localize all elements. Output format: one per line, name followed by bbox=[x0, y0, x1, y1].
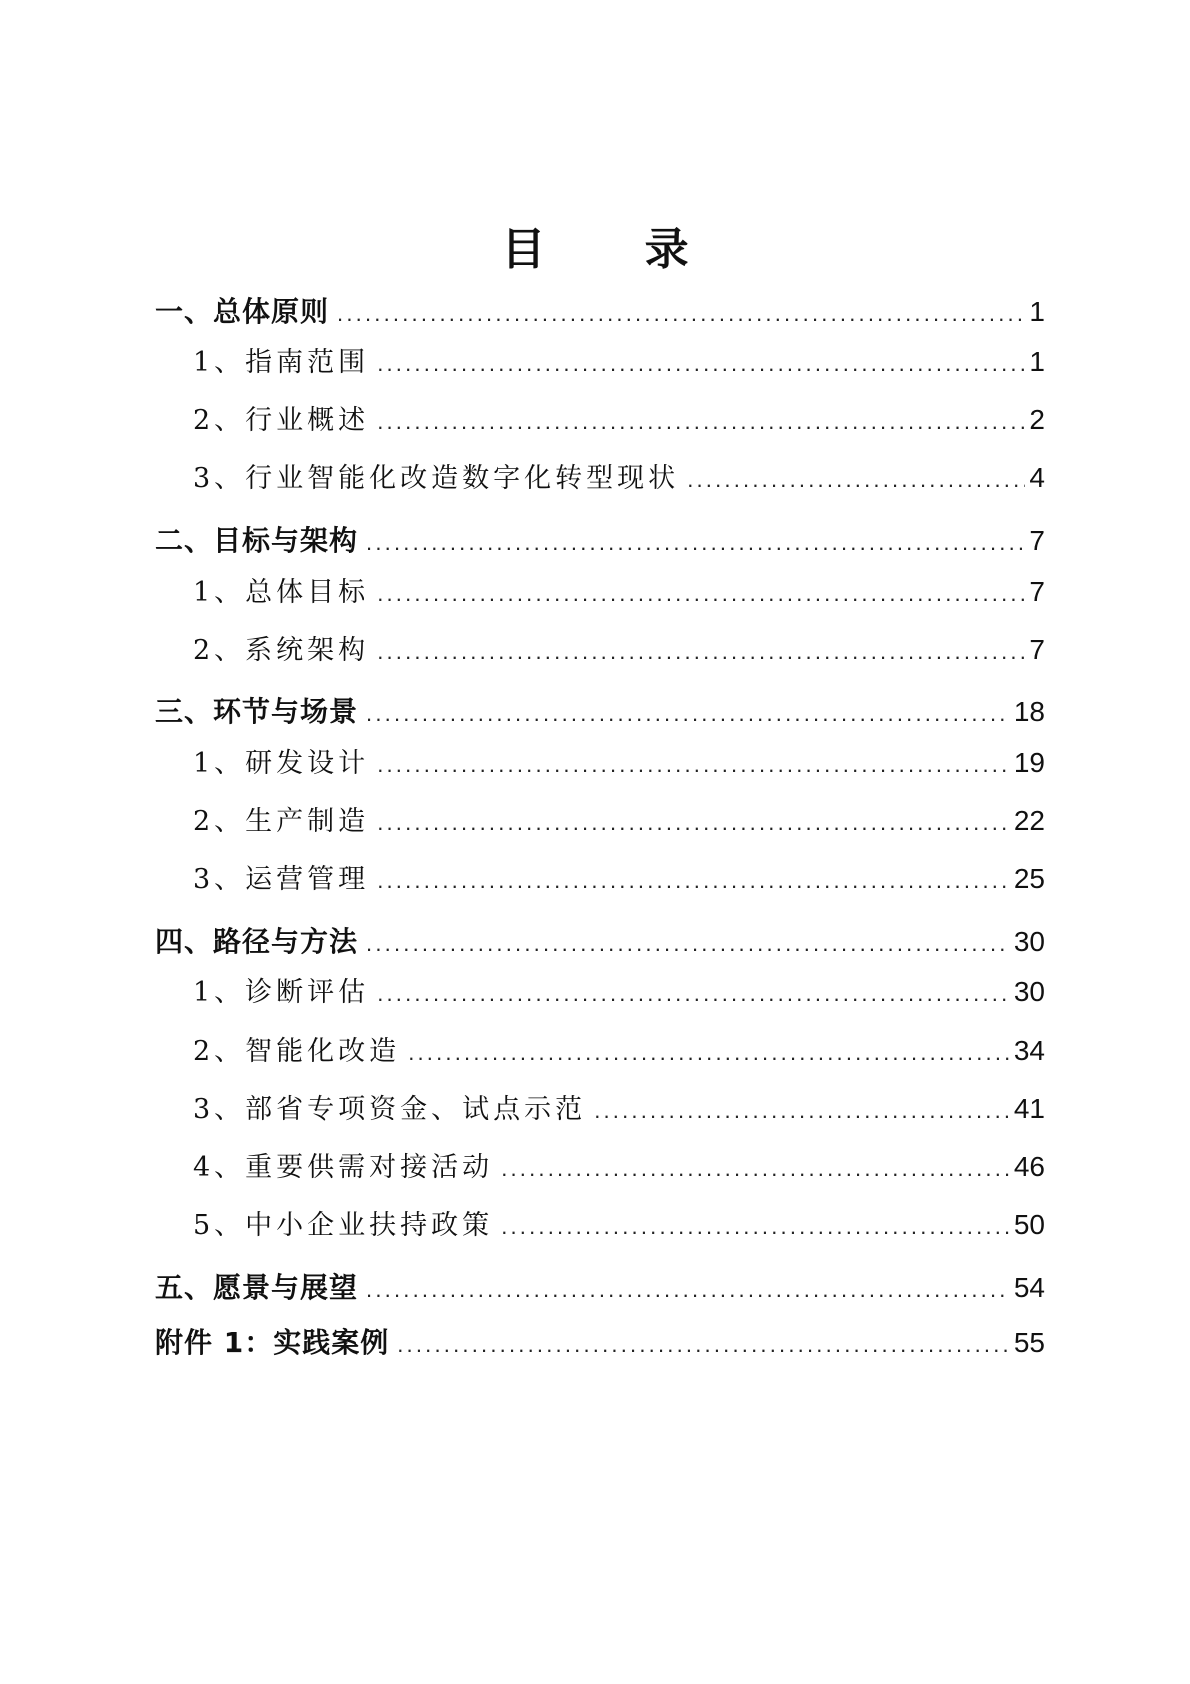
toc-entry-title: 3、部省专项资金、试点示范 bbox=[193, 1094, 587, 1125]
toc-page-number: 30 bbox=[1013, 976, 1045, 1007]
toc-entry[interactable] bbox=[155, 458, 1045, 498]
toc-dot-leader bbox=[377, 861, 1010, 901]
toc-entry-title: 四、路径与方法 bbox=[155, 925, 359, 958]
toc-entry[interactable] bbox=[155, 292, 1045, 332]
toc-entry-title: 3、行业智能化改造数字化转型现状 bbox=[193, 463, 680, 494]
toc-page-number: 30 bbox=[1013, 926, 1045, 957]
toc-page-number: 7 bbox=[1029, 525, 1045, 556]
toc-entry[interactable] bbox=[155, 572, 1045, 612]
toc-dot-leader bbox=[377, 803, 1010, 843]
toc-entry[interactable] bbox=[155, 630, 1045, 670]
toc-page-number: 22 bbox=[1013, 805, 1045, 836]
toc-entry[interactable] bbox=[155, 801, 1045, 841]
toc-page-number: 46 bbox=[1013, 1151, 1045, 1182]
toc-entry-title: 2、生产制造 bbox=[193, 806, 370, 837]
toc-entry-title: 二、目标与架构 bbox=[155, 524, 359, 557]
toc-entry[interactable] bbox=[155, 342, 1045, 382]
toc-page-number: 19 bbox=[1013, 747, 1045, 778]
toc-dot-leader bbox=[501, 1207, 1010, 1247]
toc-page-number: 1 bbox=[1029, 296, 1045, 327]
toc-page-number: 41 bbox=[1013, 1093, 1045, 1124]
toc-dot-leader bbox=[377, 745, 1010, 785]
toc-page-number: 54 bbox=[1013, 1272, 1045, 1303]
toc-entry-title: 4、重要供需对接活动 bbox=[193, 1152, 494, 1183]
toc-entry[interactable] bbox=[155, 1323, 1045, 1363]
toc-entry-title: 一、总体原则 bbox=[155, 295, 330, 328]
toc-dot-leader bbox=[377, 344, 1025, 384]
toc-page-number: 34 bbox=[1013, 1035, 1045, 1066]
toc-page-number: 18 bbox=[1013, 696, 1045, 727]
toc-dot-leader bbox=[397, 1325, 1010, 1365]
toc-dot-leader bbox=[408, 1033, 1010, 1073]
toc-page-number: 7 bbox=[1029, 576, 1045, 607]
toc-entry[interactable] bbox=[155, 743, 1045, 783]
toc-page-number: 2 bbox=[1029, 404, 1045, 435]
toc-dot-leader bbox=[687, 460, 1025, 500]
toc-page-number: 1 bbox=[1029, 346, 1045, 377]
toc-dot-leader bbox=[594, 1091, 1010, 1131]
toc-dot-leader bbox=[377, 402, 1025, 442]
toc-dot-leader bbox=[337, 294, 1025, 334]
toc-dot-leader bbox=[366, 924, 1010, 964]
toc-entry[interactable] bbox=[155, 972, 1045, 1012]
toc-entry-title: 1、指南范围 bbox=[193, 347, 370, 378]
toc-dot-leader bbox=[366, 1270, 1010, 1310]
toc-entry[interactable] bbox=[155, 692, 1045, 732]
toc-entry-title: 五、愿景与展望 bbox=[155, 1271, 359, 1304]
toc-entry[interactable] bbox=[155, 1031, 1045, 1071]
toc-entry[interactable] bbox=[155, 400, 1045, 440]
toc-entry[interactable] bbox=[155, 922, 1045, 962]
toc-entry[interactable] bbox=[155, 1205, 1045, 1245]
toc-page-number: 4 bbox=[1029, 462, 1045, 493]
toc-entry-title: 5、中小企业扶持政策 bbox=[193, 1210, 494, 1241]
toc-entry-title: 三、环节与场景 bbox=[155, 695, 359, 728]
toc-entry-title: 附件 1：实践案例 bbox=[155, 1326, 390, 1359]
toc-entry[interactable] bbox=[155, 859, 1045, 899]
toc-entry-title: 1、总体目标 bbox=[193, 577, 370, 608]
toc-entry[interactable] bbox=[155, 1147, 1045, 1187]
toc-entry-title: 2、系统架构 bbox=[193, 635, 370, 666]
toc-dot-leader bbox=[366, 694, 1010, 734]
toc-entry[interactable] bbox=[155, 1268, 1045, 1308]
toc-dot-leader bbox=[377, 974, 1010, 1014]
toc-page-number: 55 bbox=[1013, 1327, 1045, 1358]
toc-page-number: 7 bbox=[1029, 634, 1045, 665]
toc-page-number: 25 bbox=[1013, 863, 1045, 894]
toc-entry[interactable] bbox=[155, 1089, 1045, 1129]
toc-entry-title: 3、运营管理 bbox=[193, 864, 370, 895]
page-title: 目 录 bbox=[501, 224, 731, 275]
toc-entry-title: 2、智能化改造 bbox=[193, 1036, 401, 1067]
toc-dot-leader bbox=[377, 574, 1025, 614]
toc-entry-title: 1、诊断评估 bbox=[193, 977, 370, 1008]
toc-page-number: 50 bbox=[1013, 1209, 1045, 1240]
toc-dot-leader bbox=[501, 1149, 1010, 1189]
toc-dot-leader bbox=[366, 523, 1025, 563]
toc-entry-title: 2、行业概述 bbox=[193, 405, 370, 436]
toc-entry-title: 1、研发设计 bbox=[193, 748, 370, 779]
toc-entry[interactable] bbox=[155, 521, 1045, 561]
toc-dot-leader bbox=[377, 632, 1025, 672]
